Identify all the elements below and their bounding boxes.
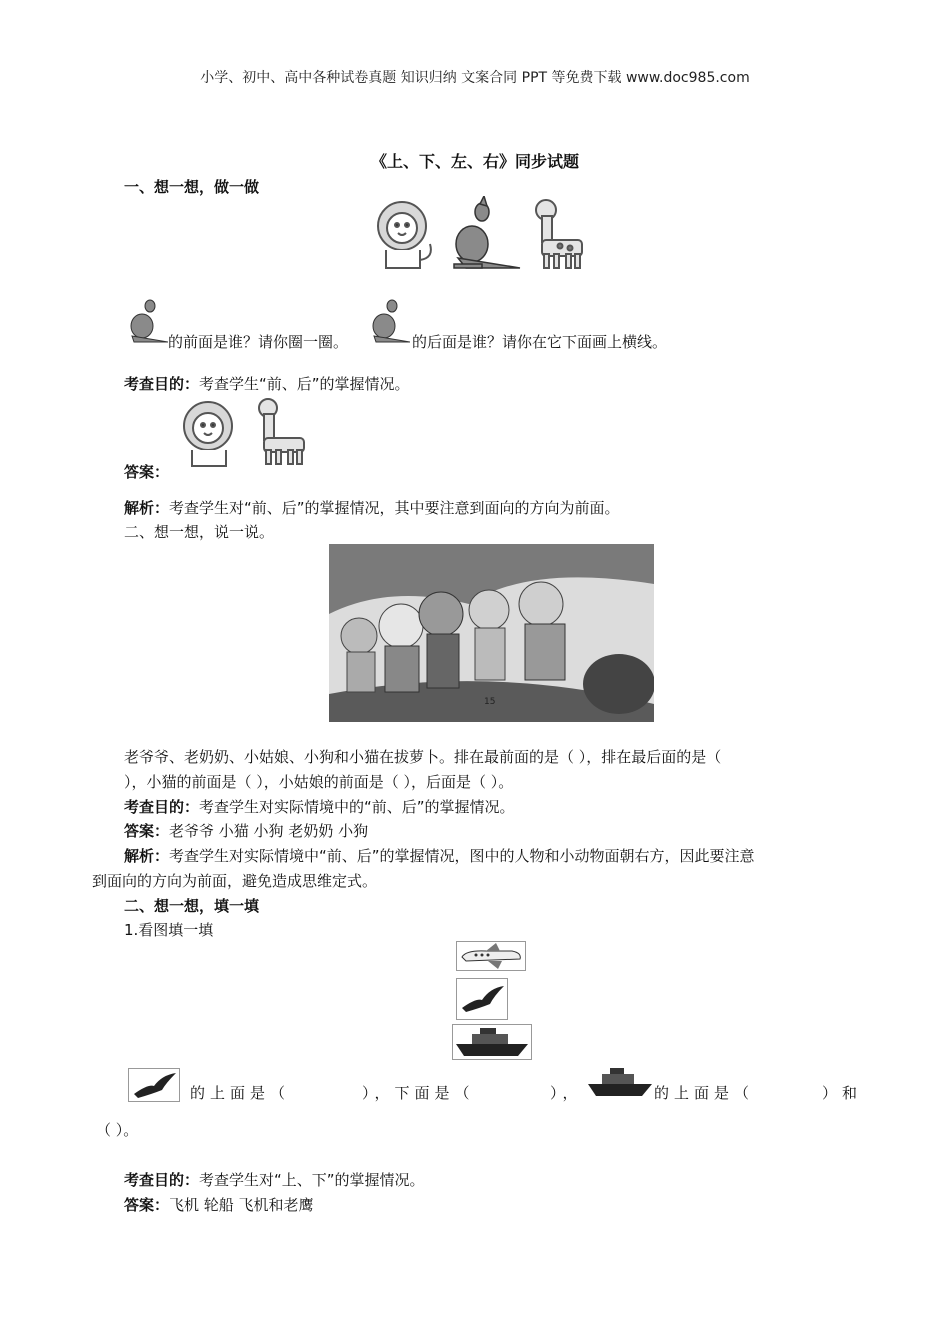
giraffe-icon xyxy=(259,399,304,464)
answer-text: 老爷爷 小猫 小狗 老奶奶 小狗 xyxy=(169,822,369,840)
analysis-text: 考查学生对“前、后”的掌握情况，其中要注意到面向的方向为前面。 xyxy=(169,499,620,517)
kangaroo-icon xyxy=(366,296,410,344)
eagle-icon xyxy=(456,978,508,1020)
section3-heading: 二、想一想，填一填 xyxy=(124,897,260,915)
section1-heading: 一、想一想，做一做 xyxy=(124,178,260,196)
analysis-label: 解析： xyxy=(124,847,170,865)
fill-line2: （ ）。 xyxy=(96,1121,139,1139)
section1-question-part2: 的后面是谁？请你在它下面画上横线。 xyxy=(412,333,668,351)
eagle-icon xyxy=(128,1068,180,1102)
giraffe-icon xyxy=(536,200,582,268)
lion-icon xyxy=(378,202,431,268)
section1-question-part1: 的前面是谁？请你圈一圈。 xyxy=(168,333,349,351)
page-title: 《上、下、左、右》同步试题 xyxy=(370,152,579,171)
kangaroo-icon xyxy=(124,296,168,344)
section2-answer xyxy=(124,819,368,843)
answer-label: 答案： xyxy=(124,1196,170,1214)
section1-analysis xyxy=(124,496,620,520)
section2-question-line2: ），小猫的前面是（ ），小姑娘的前面是（ ），后面是（ ）。 xyxy=(124,773,514,791)
answer-text: 飞机 轮船 飞机和老鹰 xyxy=(169,1196,314,1214)
fill-b: ），下面是（ xyxy=(362,1084,475,1102)
ship-icon xyxy=(452,1024,532,1060)
purpose-text: 考查学生对“上、下”的掌握情况。 xyxy=(199,1171,425,1189)
fill-e: ）和 xyxy=(822,1084,863,1102)
airplane-icon xyxy=(456,941,526,971)
kangaroo-icon xyxy=(454,196,520,268)
fill-c: ）， xyxy=(550,1084,583,1102)
purpose-label: 考查目的： xyxy=(124,798,200,816)
fill-a: 的上面是（ xyxy=(190,1084,291,1102)
answer-image xyxy=(176,396,316,468)
animals-row-image xyxy=(370,196,594,272)
purpose-label: 考查目的： xyxy=(124,375,200,393)
purpose-label: 考查目的： xyxy=(124,1171,200,1189)
analysis-text: 考查学生对实际情境中“前、后”的掌握情况，图中的人物和小动物面朝右方，因此要注意 xyxy=(169,847,755,865)
analysis-label: 解析： xyxy=(124,499,170,517)
fill-d: 的上面是（ xyxy=(654,1084,755,1102)
section2-analysis-line2: 到面向的方向为前面，避免造成思维定式。 xyxy=(92,872,378,890)
purpose-text: 考查学生对实际情境中的“前、后”的掌握情况。 xyxy=(199,798,515,816)
section2-analysis-line1 xyxy=(124,844,755,868)
page-header: 小学、初中、高中各种试卷真题 知识归纳 文案合同 PPT 等免费下载 www.doc985.com xyxy=(200,70,750,86)
page-number: 15 xyxy=(484,697,496,707)
section3-purpose xyxy=(124,1168,425,1192)
section2-heading: 二、想一想，说一说。 xyxy=(124,523,275,541)
lion-icon xyxy=(184,402,232,466)
section2-question-line1: 老爷爷、老奶奶、小姑娘、小狗和小猫在拔萝卜。排在最前面的是（ ），排在最后面的是（ xyxy=(124,748,722,766)
section3-sub: 1.看图填一填 xyxy=(124,921,214,939)
section1-purpose xyxy=(124,372,410,396)
section2-purpose xyxy=(124,795,515,819)
ship-icon xyxy=(586,1066,654,1100)
pulling-radish-illustration xyxy=(329,544,654,722)
answer-label: 答案： xyxy=(124,822,170,840)
section1-answer-label: 答案： xyxy=(124,463,170,481)
section3-answer xyxy=(124,1193,314,1217)
purpose-text: 考查学生“前、后”的掌握情况。 xyxy=(199,375,410,393)
